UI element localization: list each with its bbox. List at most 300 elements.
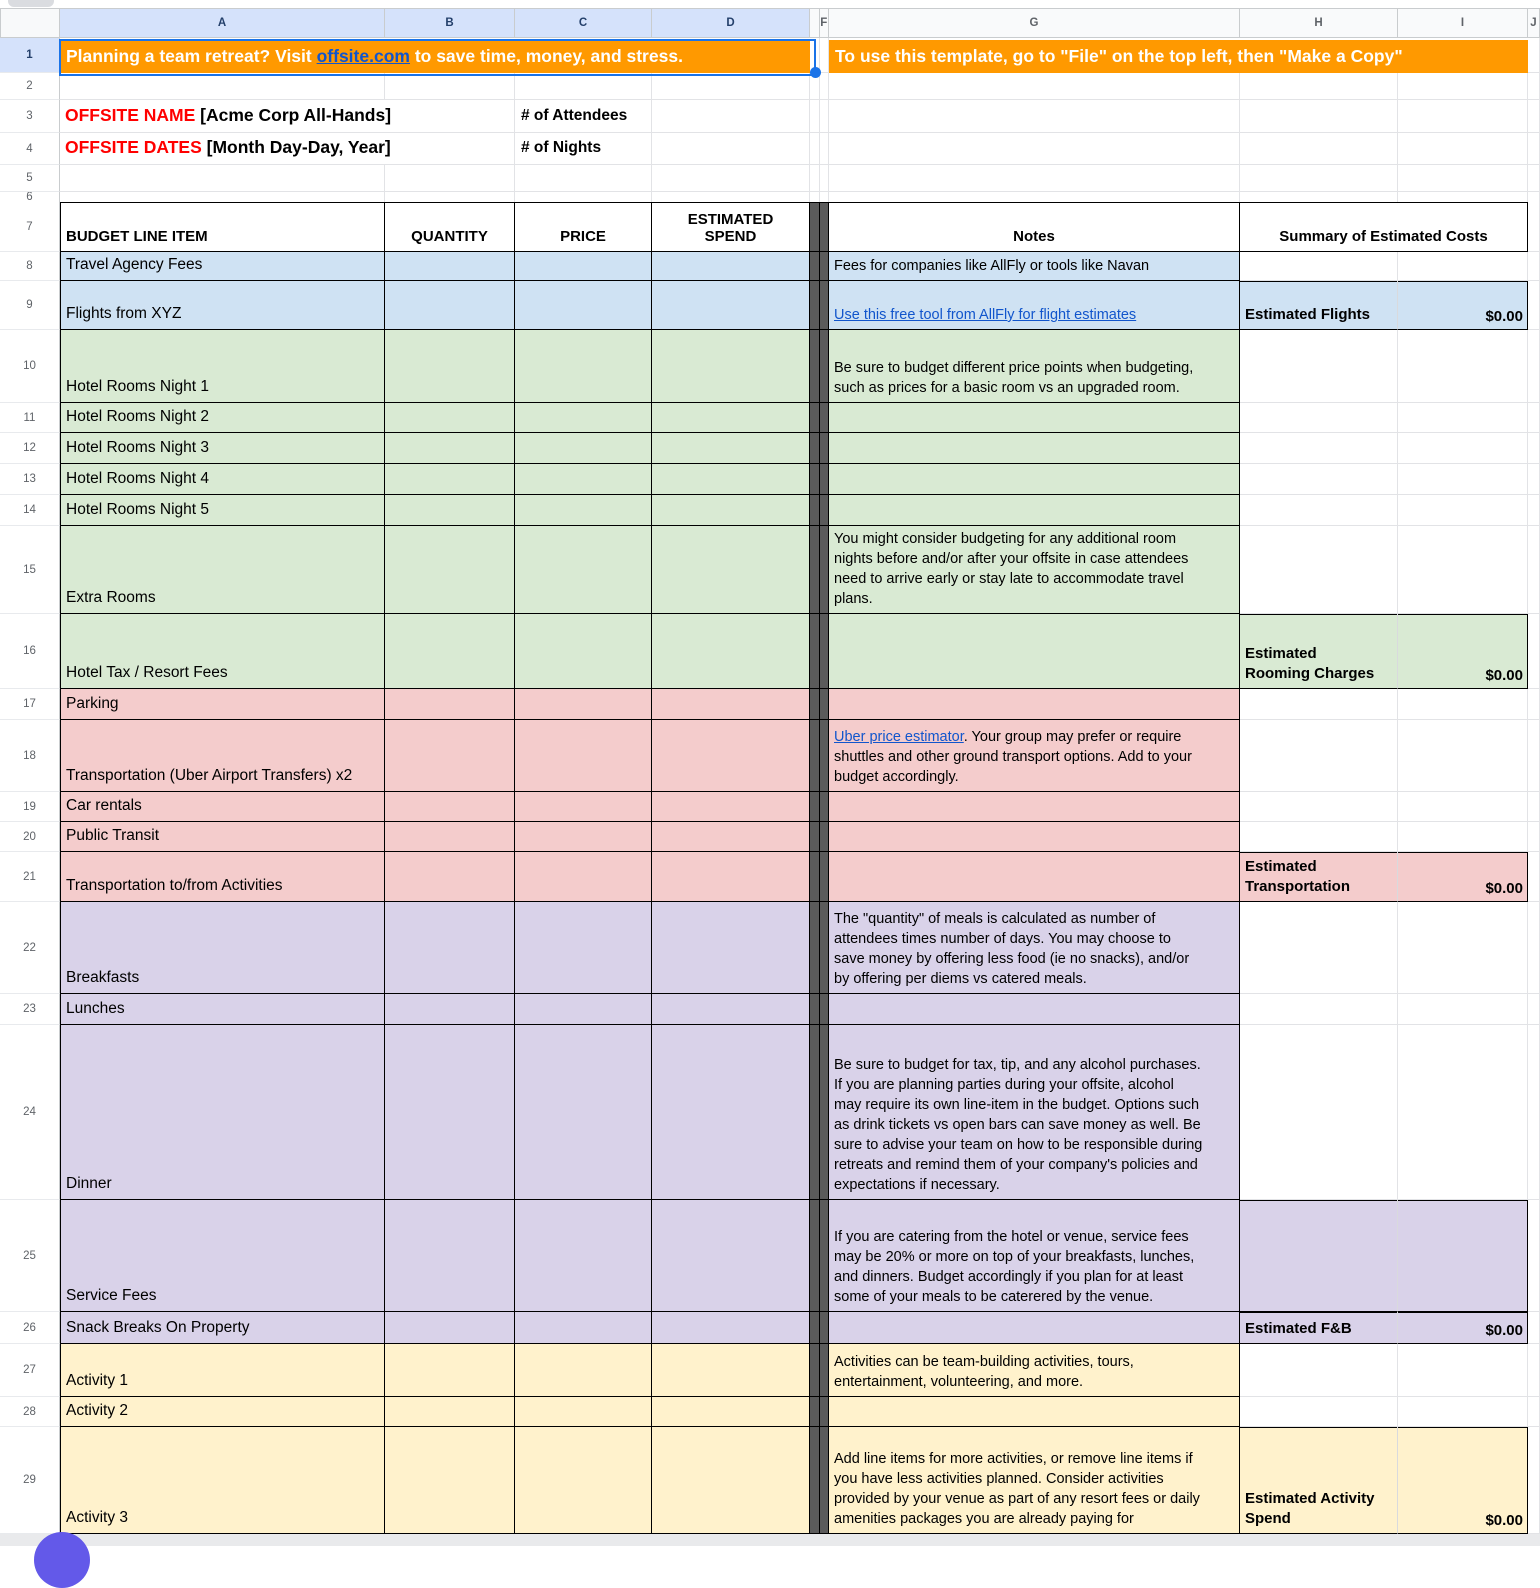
cell-H3[interactable] (1240, 100, 1398, 133)
cell-A21[interactable] (60, 852, 385, 902)
column-header-G[interactable] (829, 8, 1240, 38)
cell-D6[interactable] (652, 192, 810, 202)
note-cell-G10[interactable] (829, 330, 1240, 403)
offsite-link[interactable]: offsite.com (316, 46, 410, 66)
cell-J3[interactable] (1528, 100, 1540, 133)
cell-F2[interactable] (820, 73, 830, 100)
cell-C15[interactable] (515, 526, 652, 614)
cell-A26[interactable] (60, 1312, 385, 1344)
cell-A6[interactable] (60, 192, 385, 202)
cell-A9[interactable] (60, 281, 385, 330)
cell-H6[interactable] (1240, 192, 1398, 202)
header-price[interactable] (515, 202, 652, 252)
separator-cell-E26[interactable] (810, 1312, 820, 1344)
cell-F6[interactable] (820, 192, 830, 202)
note-cell-G19[interactable] (829, 792, 1240, 822)
note-cell-G29[interactable] (829, 1427, 1240, 1534)
header-notes[interactable] (829, 202, 1240, 252)
cell-J18[interactable] (1528, 720, 1540, 792)
cell-B14[interactable] (385, 495, 515, 526)
note-cell-G26[interactable] (829, 1312, 1240, 1344)
row-header-1[interactable] (0, 38, 60, 73)
cell-D18[interactable] (652, 720, 810, 792)
cell-C3[interactable] (515, 100, 652, 133)
note-cell-G16[interactable] (829, 614, 1240, 689)
cell-F5[interactable] (820, 165, 830, 192)
cell-I15[interactable] (1398, 526, 1528, 614)
column-header-E[interactable] (810, 8, 820, 38)
cell-I20[interactable] (1398, 822, 1528, 852)
note-cell-G24[interactable] (829, 1025, 1240, 1200)
cell-I5[interactable] (1398, 165, 1528, 192)
row-header-25[interactable]: 25 (0, 1200, 60, 1312)
cell-I6[interactable] (1398, 192, 1528, 202)
cell-A12[interactable] (60, 433, 385, 464)
separator-cell-E25[interactable] (810, 1200, 820, 1312)
cell-H11[interactable] (1240, 403, 1398, 433)
cell-I12[interactable] (1398, 433, 1528, 464)
cell-B28[interactable] (385, 1397, 515, 1427)
cell-H2[interactable] (1240, 73, 1398, 100)
cell-B2[interactable] (385, 73, 515, 100)
cell-E6[interactable] (810, 192, 820, 202)
note-cell-G11[interactable] (829, 403, 1240, 433)
separator-cell-F10[interactable] (820, 330, 830, 403)
cell-J20[interactable] (1528, 822, 1540, 852)
row-header-21[interactable]: 21 (0, 852, 60, 902)
cell-I23[interactable] (1398, 994, 1528, 1025)
cell-C14[interactable] (515, 495, 652, 526)
cell-B17[interactable] (385, 689, 515, 720)
row-header-6[interactable] (0, 192, 60, 202)
cell-J28[interactable] (1528, 1397, 1540, 1427)
separator-cell-F8[interactable] (820, 252, 830, 281)
header-quantity[interactable] (385, 202, 515, 252)
cell-J1[interactable] (1528, 38, 1540, 73)
cell-I19[interactable] (1398, 792, 1528, 822)
row-header-29[interactable]: 29 (0, 1427, 60, 1534)
separator-cell-E24[interactable] (810, 1025, 820, 1200)
cell-I10[interactable] (1398, 330, 1528, 403)
note-link[interactable]: Uber price estimator (834, 729, 964, 745)
cell-G5[interactable] (829, 165, 1240, 192)
cell-B11[interactable] (385, 403, 515, 433)
cell-D29[interactable] (652, 1427, 810, 1534)
cell-D10[interactable] (652, 330, 810, 403)
cell-D24[interactable] (652, 1025, 810, 1200)
cell-H29[interactable] (1240, 1427, 1398, 1534)
cell-C21[interactable] (515, 852, 652, 902)
separator-cell-F18[interactable] (820, 720, 830, 792)
cell-C13[interactable] (515, 464, 652, 495)
separator-cell-F14[interactable] (820, 495, 830, 526)
cell-J25[interactable] (1528, 1200, 1540, 1312)
separator-cell-F24[interactable] (820, 1025, 830, 1200)
cell-A25[interactable] (60, 1200, 385, 1312)
row-header-13[interactable]: 13 (0, 464, 60, 495)
cell-A5[interactable] (60, 165, 385, 192)
cell-J8[interactable] (1528, 252, 1540, 281)
banner-right-cell[interactable] (829, 38, 1528, 73)
row-header-4[interactable] (0, 133, 60, 165)
row-header-3[interactable] (0, 100, 60, 133)
cell-H23[interactable] (1240, 994, 1398, 1025)
column-header-A[interactable] (60, 8, 385, 38)
cell-D2[interactable] (652, 73, 810, 100)
cell-A11[interactable] (60, 403, 385, 433)
cell-H12[interactable] (1240, 433, 1398, 464)
row-header-22[interactable]: 22 (0, 902, 60, 994)
cell-D17[interactable] (652, 689, 810, 720)
note-cell-G18[interactable] (829, 720, 1240, 792)
separator-cell-E27[interactable] (810, 1344, 820, 1397)
floating-action-bubble[interactable] (34, 1532, 90, 1588)
note-cell-G13[interactable] (829, 464, 1240, 495)
cell-G3[interactable] (829, 100, 1240, 133)
row-header-8[interactable]: 8 (0, 252, 60, 281)
separator-cell-F19[interactable] (820, 792, 830, 822)
separator-cell-F7[interactable] (820, 202, 830, 252)
cell-A23[interactable] (60, 994, 385, 1025)
note-cell-G27[interactable] (829, 1344, 1240, 1397)
cell-B15[interactable] (385, 526, 515, 614)
row-header-20[interactable]: 20 (0, 822, 60, 852)
separator-cell-E10[interactable] (810, 330, 820, 403)
note-cell-G14[interactable] (829, 495, 1240, 526)
cell-H10[interactable] (1240, 330, 1398, 403)
cell-H9[interactable] (1240, 281, 1398, 330)
separator-cell-E20[interactable] (810, 822, 820, 852)
cell-D13[interactable] (652, 464, 810, 495)
cell-D15[interactable] (652, 526, 810, 614)
cell-J7[interactable] (1528, 202, 1540, 252)
separator-cell-F16[interactable] (820, 614, 830, 689)
cell-I25[interactable] (1398, 1200, 1528, 1312)
cell-D8[interactable] (652, 252, 810, 281)
fill-handle[interactable] (810, 67, 821, 78)
cell-B10[interactable] (385, 330, 515, 403)
separator-cell-E23[interactable] (810, 994, 820, 1025)
cell-J29[interactable] (1528, 1427, 1540, 1534)
cell-I22[interactable] (1398, 902, 1528, 994)
separator-cell-E17[interactable] (810, 689, 820, 720)
row-header-23[interactable]: 23 (0, 994, 60, 1025)
row-header-5[interactable] (0, 165, 60, 192)
cell-A4[interactable] (60, 133, 391, 165)
cell-G2[interactable] (829, 73, 1240, 100)
cell-A17[interactable] (60, 689, 385, 720)
cell-B9[interactable] (385, 281, 515, 330)
cell-C19[interactable] (515, 792, 652, 822)
cell-J11[interactable] (1528, 403, 1540, 433)
cell-B26[interactable] (385, 1312, 515, 1344)
separator-cell-E28[interactable] (810, 1397, 820, 1427)
cell-B19[interactable] (385, 792, 515, 822)
cell-I8[interactable] (1398, 252, 1528, 281)
cell-A20[interactable] (60, 822, 385, 852)
cell-B22[interactable] (385, 902, 515, 994)
column-header-H[interactable] (1240, 8, 1398, 38)
cell-D5[interactable] (652, 165, 810, 192)
separator-cell-E8[interactable] (810, 252, 820, 281)
column-header-J[interactable] (1528, 8, 1540, 38)
cell-J4[interactable] (1528, 133, 1540, 165)
cell-I14[interactable] (1398, 495, 1528, 526)
cell-E5[interactable] (810, 165, 820, 192)
cell-J2[interactable] (1528, 73, 1540, 100)
column-header-B[interactable] (385, 8, 515, 38)
cell-B29[interactable] (385, 1427, 515, 1534)
cell-H25[interactable] (1240, 1200, 1398, 1312)
separator-cell-F15[interactable] (820, 526, 830, 614)
cell-A22[interactable] (60, 902, 385, 994)
cell-A13[interactable] (60, 464, 385, 495)
cell-A8[interactable] (60, 252, 385, 281)
cell-B5[interactable] (385, 165, 515, 192)
cell-J23[interactable] (1528, 994, 1540, 1025)
cell-C6[interactable] (515, 192, 652, 202)
cell-D22[interactable] (652, 902, 810, 994)
separator-cell-F26[interactable] (820, 1312, 830, 1344)
row-header-12[interactable]: 12 (0, 433, 60, 464)
column-header-C[interactable] (515, 8, 652, 38)
row-header-7[interactable] (0, 202, 60, 252)
column-header-F[interactable] (820, 8, 830, 38)
note-cell-G21[interactable] (829, 852, 1240, 902)
row-header-11[interactable]: 11 (0, 403, 60, 433)
cell-J12[interactable] (1528, 433, 1540, 464)
cell-C8[interactable] (515, 252, 652, 281)
cell-C20[interactable] (515, 822, 652, 852)
cell-J13[interactable] (1528, 464, 1540, 495)
separator-cell-E22[interactable] (810, 902, 820, 994)
row-header-26[interactable]: 26 (0, 1312, 60, 1344)
cell-I21[interactable] (1398, 852, 1528, 902)
row-header-24[interactable]: 24 (0, 1025, 60, 1200)
row-header-9[interactable]: 9 (0, 281, 60, 330)
cell-F1[interactable] (820, 38, 830, 73)
separator-cell-F13[interactable] (820, 464, 830, 495)
banner-left-cell[interactable] (60, 38, 810, 73)
note-cell-G25[interactable] (829, 1200, 1240, 1312)
cell-E4[interactable] (810, 133, 820, 165)
cell-J6[interactable] (1528, 192, 1540, 202)
row-header-19[interactable]: 19 (0, 792, 60, 822)
cell-A16[interactable] (60, 614, 385, 689)
cell-J9[interactable] (1528, 281, 1540, 330)
cell-J5[interactable] (1528, 165, 1540, 192)
cell-D23[interactable] (652, 994, 810, 1025)
cell-C2[interactable] (515, 73, 652, 100)
cell-B27[interactable] (385, 1344, 515, 1397)
cell-F3[interactable] (820, 100, 830, 133)
cell-C27[interactable] (515, 1344, 652, 1397)
cell-B23[interactable] (385, 994, 515, 1025)
cell-B18[interactable] (385, 720, 515, 792)
cell-A14[interactable] (60, 495, 385, 526)
cell-C26[interactable] (515, 1312, 652, 1344)
cell-H5[interactable] (1240, 165, 1398, 192)
separator-cell-E14[interactable] (810, 495, 820, 526)
cell-C17[interactable] (515, 689, 652, 720)
cell-A24[interactable] (60, 1025, 385, 1200)
cell-D27[interactable] (652, 1344, 810, 1397)
cell-C25[interactable] (515, 1200, 652, 1312)
note-cell-G8[interactable] (829, 252, 1240, 281)
separator-cell-F9[interactable] (820, 281, 830, 330)
cell-J24[interactable] (1528, 1025, 1540, 1200)
cell-B6[interactable] (385, 192, 515, 202)
cell-B16[interactable] (385, 614, 515, 689)
header-summary[interactable] (1240, 202, 1528, 252)
note-cell-G9[interactable] (829, 281, 1240, 330)
separator-cell-E11[interactable] (810, 403, 820, 433)
note-cell-G20[interactable] (829, 822, 1240, 852)
separator-cell-E16[interactable] (810, 614, 820, 689)
separator-cell-F11[interactable] (820, 403, 830, 433)
column-header-I[interactable] (1398, 8, 1528, 38)
select-all-corner[interactable] (0, 8, 60, 38)
separator-cell-E12[interactable] (810, 433, 820, 464)
cell-I17[interactable] (1398, 689, 1528, 720)
cell-C10[interactable] (515, 330, 652, 403)
cell-J21[interactable] (1528, 852, 1540, 902)
note-link[interactable]: Use this free tool from AllFly for flight estimates (834, 307, 1137, 323)
separator-cell-F27[interactable] (820, 1344, 830, 1397)
cell-A29[interactable] (60, 1427, 385, 1534)
cell-C9[interactable] (515, 281, 652, 330)
cell-A19[interactable] (60, 792, 385, 822)
note-cell-G15[interactable] (829, 526, 1240, 614)
cell-D19[interactable] (652, 792, 810, 822)
cell-H19[interactable] (1240, 792, 1398, 822)
cell-I24[interactable] (1398, 1025, 1528, 1200)
column-header-D[interactable] (652, 8, 810, 38)
row-header-18[interactable]: 18 (0, 720, 60, 792)
note-cell-G17[interactable] (829, 689, 1240, 720)
cell-H26[interactable] (1240, 1312, 1398, 1344)
cell-B24[interactable] (385, 1025, 515, 1200)
cell-B20[interactable] (385, 822, 515, 852)
row-header-28[interactable]: 28 (0, 1397, 60, 1427)
cell-C16[interactable] (515, 614, 652, 689)
cell-H27[interactable] (1240, 1344, 1398, 1397)
separator-cell-F17[interactable] (820, 689, 830, 720)
cell-A15[interactable] (60, 526, 385, 614)
cell-D20[interactable] (652, 822, 810, 852)
cell-I29[interactable] (1398, 1427, 1528, 1534)
cell-H24[interactable] (1240, 1025, 1398, 1200)
cell-J26[interactable] (1528, 1312, 1540, 1344)
cell-J10[interactable] (1528, 330, 1540, 403)
cell-I27[interactable] (1398, 1344, 1528, 1397)
cell-C11[interactable] (515, 403, 652, 433)
cell-H17[interactable] (1240, 689, 1398, 720)
separator-cell-F20[interactable] (820, 822, 830, 852)
cell-D25[interactable] (652, 1200, 810, 1312)
cell-D21[interactable] (652, 852, 810, 902)
cell-H21[interactable] (1240, 852, 1398, 902)
cell-H13[interactable] (1240, 464, 1398, 495)
cell-H4[interactable] (1240, 133, 1398, 165)
cell-A18[interactable] (60, 720, 385, 792)
cell-I26[interactable] (1398, 1312, 1528, 1344)
cell-H14[interactable] (1240, 495, 1398, 526)
cell-I3[interactable] (1398, 100, 1528, 133)
cell-D16[interactable] (652, 614, 810, 689)
cell-B8[interactable] (385, 252, 515, 281)
cell-H22[interactable] (1240, 902, 1398, 994)
cell-D14[interactable] (652, 495, 810, 526)
separator-cell-E29[interactable] (810, 1427, 820, 1534)
note-cell-G23[interactable] (829, 994, 1240, 1025)
cell-I9[interactable] (1398, 281, 1528, 330)
cell-B4[interactable] (385, 133, 515, 165)
row-header-2[interactable] (0, 73, 60, 100)
cell-I2[interactable] (1398, 73, 1528, 100)
cell-H16[interactable] (1240, 614, 1398, 689)
cell-D12[interactable] (652, 433, 810, 464)
cell-A3[interactable] (60, 100, 392, 133)
cell-J27[interactable] (1528, 1344, 1540, 1397)
note-cell-G22[interactable] (829, 902, 1240, 994)
cell-J19[interactable] (1528, 792, 1540, 822)
cell-B25[interactable] (385, 1200, 515, 1312)
cell-I28[interactable] (1398, 1397, 1528, 1427)
cell-C23[interactable] (515, 994, 652, 1025)
cell-B12[interactable] (385, 433, 515, 464)
cell-C4[interactable] (515, 133, 652, 165)
header-estimated-spend[interactable] (652, 202, 810, 252)
cell-C5[interactable] (515, 165, 652, 192)
cell-D11[interactable] (652, 403, 810, 433)
cell-I13[interactable] (1398, 464, 1528, 495)
cell-A28[interactable] (60, 1397, 385, 1427)
cell-B21[interactable] (385, 852, 515, 902)
separator-cell-F22[interactable] (820, 902, 830, 994)
cell-A2[interactable] (60, 73, 385, 100)
cell-J22[interactable] (1528, 902, 1540, 994)
cell-I11[interactable] (1398, 403, 1528, 433)
cell-J15[interactable] (1528, 526, 1540, 614)
row-header-16[interactable]: 16 (0, 614, 60, 689)
cell-G6[interactable] (829, 192, 1240, 202)
cell-I4[interactable] (1398, 133, 1528, 165)
cell-J14[interactable] (1528, 495, 1540, 526)
cell-C22[interactable] (515, 902, 652, 994)
cell-F4[interactable] (820, 133, 830, 165)
separator-cell-E15[interactable] (810, 526, 820, 614)
cell-D9[interactable] (652, 281, 810, 330)
cell-H20[interactable] (1240, 822, 1398, 852)
cell-H8[interactable] (1240, 252, 1398, 281)
separator-cell-F21[interactable] (820, 852, 830, 902)
cell-B13[interactable] (385, 464, 515, 495)
cell-H15[interactable] (1240, 526, 1398, 614)
row-header-15[interactable]: 15 (0, 526, 60, 614)
cell-D3[interactable] (652, 100, 810, 133)
separator-cell-F25[interactable] (820, 1200, 830, 1312)
note-cell-G28[interactable] (829, 1397, 1240, 1427)
cell-A27[interactable] (60, 1344, 385, 1397)
cell-J17[interactable] (1528, 689, 1540, 720)
cell-J16[interactable] (1528, 614, 1540, 689)
cell-C12[interactable] (515, 433, 652, 464)
cell-A10[interactable] (60, 330, 385, 403)
cell-D4[interactable] (652, 133, 810, 165)
note-cell-G12[interactable] (829, 433, 1240, 464)
separator-cell-E9[interactable] (810, 281, 820, 330)
